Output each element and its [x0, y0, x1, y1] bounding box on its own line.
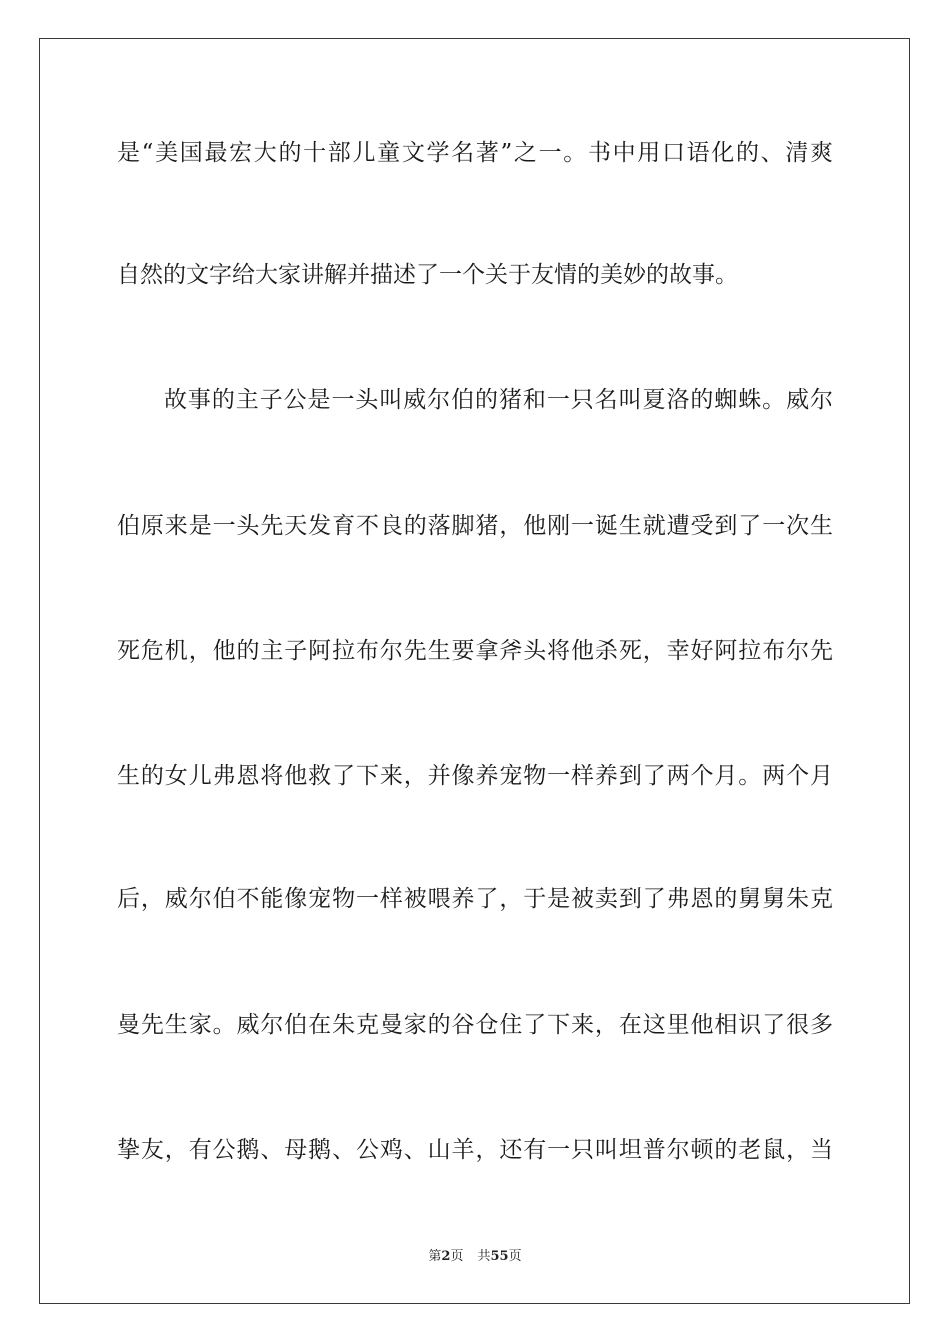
- paragraph-line-6: 生的女儿弗恩将他救了下来，并像养宠物一样养到了两个月。两个月: [117, 763, 833, 789]
- paragraph-line-9: 挚友，有公鹅、母鹅、公鸡、山羊，还有一只叫坦普尔顿的老鼠，当: [117, 1137, 833, 1163]
- paragraph-line-1: 是“美国最宏大的十部儿童文学名著”之一。书中用口语化的、清爽: [117, 140, 833, 166]
- paragraph-line-3: 故事的主子公是一头叫威尔伯的猪和一只名叫夏洛的蜘蛛。威尔: [164, 387, 833, 413]
- footer-page-number: 2: [441, 1249, 451, 1264]
- paragraph-line-4: 伯原来是一头先天发育不良的落脚猪，他刚一诞生就遭受到了一次生: [117, 513, 833, 539]
- footer-total-suffix: 页: [508, 1249, 522, 1264]
- footer-page-prefix: 第: [428, 1249, 442, 1264]
- paragraph-line-5: 死危机，他的主子阿拉布尔先生要拿斧头将他杀死，幸好阿拉布尔先: [117, 638, 833, 664]
- page-footer: [0, 1248, 950, 1266]
- paragraph-line-2: 自然的文字给大家讲解并描述了一个关于友情的美妙的故事。: [117, 262, 738, 288]
- footer-total-prefix: 共: [477, 1249, 491, 1264]
- page-border: [39, 38, 910, 1304]
- paragraph-line-7: 后，威尔伯不能像宠物一样被喂养了，于是被卖到了弗恩的舅舅朱克: [117, 886, 833, 912]
- paragraph-line-8: 曼先生家。威尔伯在朱克曼家的谷仓住了下来，在这里他相识了很多: [117, 1012, 833, 1038]
- footer-total-pages: 55: [490, 1249, 509, 1264]
- footer-page-suffix: 页: [450, 1249, 464, 1264]
